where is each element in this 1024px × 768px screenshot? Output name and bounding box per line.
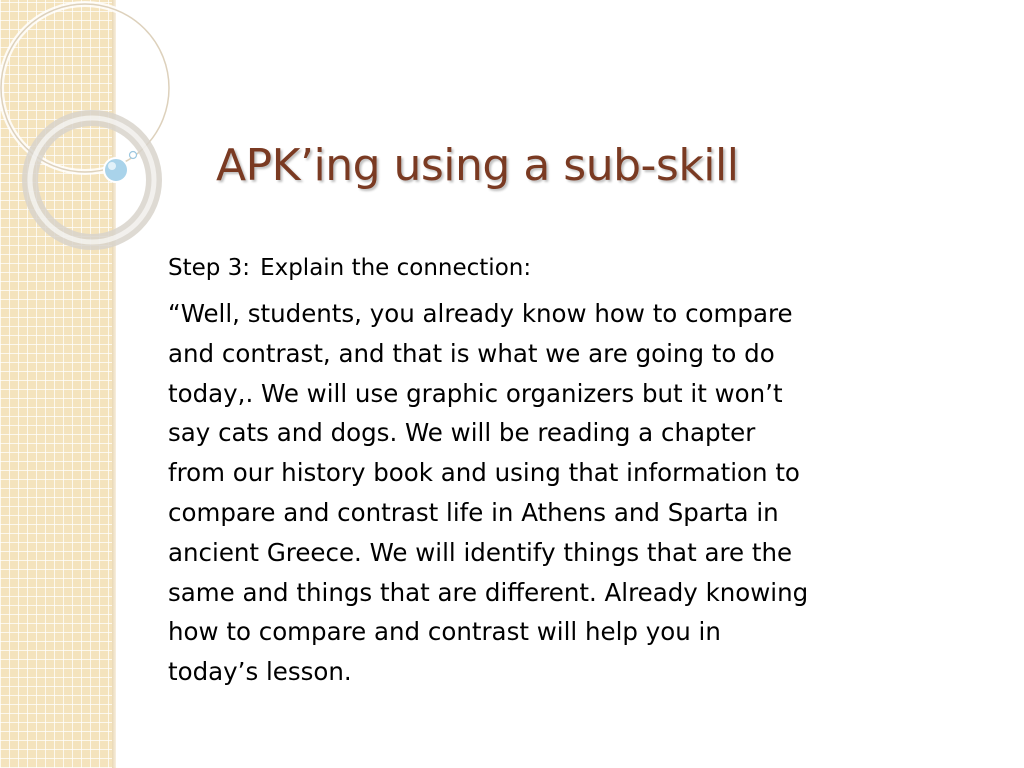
- step-text: Explain the connection:: [260, 255, 532, 281]
- decorative-rings: [0, 0, 170, 280]
- bullet-dot-large: [104, 158, 128, 182]
- quote-line: from our history book and using that information to: [168, 458, 800, 488]
- quote-paragraph: [168, 294, 968, 692]
- bullet-dot-small: [130, 152, 137, 159]
- slide-body: [168, 250, 968, 692]
- step-label: Step 3:: [168, 255, 251, 281]
- quote-line: same and things that are different. Already knowing: [168, 577, 809, 607]
- quote-line: “Well, students, you already know how to compare: [168, 299, 793, 328]
- step-line: [168, 250, 968, 286]
- quote-line: how to compare and contrast will help you in: [168, 617, 721, 647]
- quote-line: and contrast, and that is what we are going to do: [168, 338, 775, 368]
- slide-title: APK’ing using a sub-skill: [216, 140, 739, 191]
- quote-line: today’s lesson.: [168, 657, 352, 687]
- quote-line: today,. We will use graphic organizers but it won’t: [168, 378, 783, 408]
- quote-line: compare and contrast life in Athens and Sparta in: [168, 497, 779, 527]
- quote-line: say cats and dogs. We will be reading a chapter: [168, 418, 756, 448]
- quote-line: ancient Greece. We will identify things that are the: [168, 537, 793, 567]
